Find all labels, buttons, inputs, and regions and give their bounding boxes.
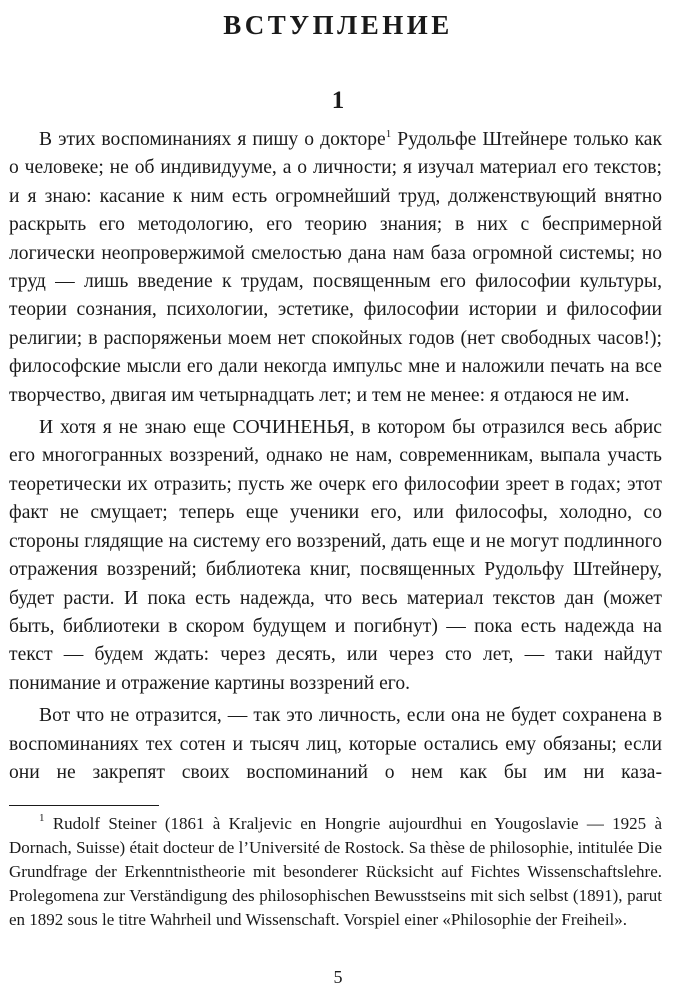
- paragraph-1-rest: Рудольфе Штейнере только как о человеке; не об индивидууме, а о личности; я изучал материал его текстов; и я знаю: касание к ним есть огромнейший труд, долженствующий внятно раскрыть его методологию, его теорию знания; в них с беспримерной логически неопровержимой смелостью дана нам база огромной системы; но труд — лишь введение к трудам, посвященным его философии культуры, теории сознания, психологии, эстетике, философии истории и философии религии; в распоряженьи моем нет спокойных годов (нет свободных часов!); философские мысли его дали некогда импульс мне и наложили печать на все творчество, двигая им четырнадцать лет; и тем не менее: я отдаюся не им.: [9, 129, 663, 406]
- footnote: [9, 812, 662, 932]
- chapter-title: ВСТУПЛЕНИЕ: [223, 10, 453, 40]
- paragraph-1: [9, 126, 662, 410]
- section-number: 1: [331, 87, 345, 114]
- paragraph-3: Вот что не отразится, — так это личность, если она не будет сохранена в воспоминаниях тех сотен и тысяч лиц, которые остались ему обязаны; если они не закрепят своих воспоминаний о нем как бы им ни каза-: [9, 705, 662, 783]
- footnote-reference[interactable]: 1: [385, 128, 392, 140]
- footnote-text: Rudolf Steiner (1861 à Kraljevic en Hongrie aujourdhui en Yougoslavie — 1925 à Dornach, Suisse) était docteur de l’Université de Rostock. Sa thèse de philosophie, intitulée Die Grundfrage der Erkenntnistheorie mit besonderer Rücksicht auf Fichtes Wissenschaftslehre. Prolegomena zur Verständigung des philosophischen Bewusstseins mit sich selbst (1891), parut en 1892 sous le titre Wahrheil und Wissenschaft. Vorspiel einer «Philosophie der Freiheil».: [9, 814, 662, 929]
- page-number: 5: [333, 967, 343, 987]
- footnote-divider: [9, 805, 159, 806]
- main-text: [9, 126, 662, 791]
- paragraph-2: И хотя я не знаю еще СОЧИНЕНЬЯ, в котором бы отразился весь абрис его многогранных воззрений, однако не нам, современникам, выпала участь теоретически их отразить; пусть же очерк его философии зреет в годах; этот факт не смущает; теперь еще ученики его, или философы, холодно, со стороны глядящие на систему его воззрений, дать еще и не могут подлинного отражения воззрений; библиотека книг, посвященных Рудольфу Штейнеру, будет расти. И пока есть надежда, что весь материал текстов дан (может быть, библиотеки в скором будущем и погибнут) — пока есть надежда на текст — будем ждать: через десять, или через сто лет, — таки найдут понимание и отражение картины воззрений его.: [9, 417, 662, 694]
- footnote-marker: 1: [39, 812, 45, 824]
- paragraph-1-start: В этих воспоминаниях я пишу о докторе: [39, 129, 386, 150]
